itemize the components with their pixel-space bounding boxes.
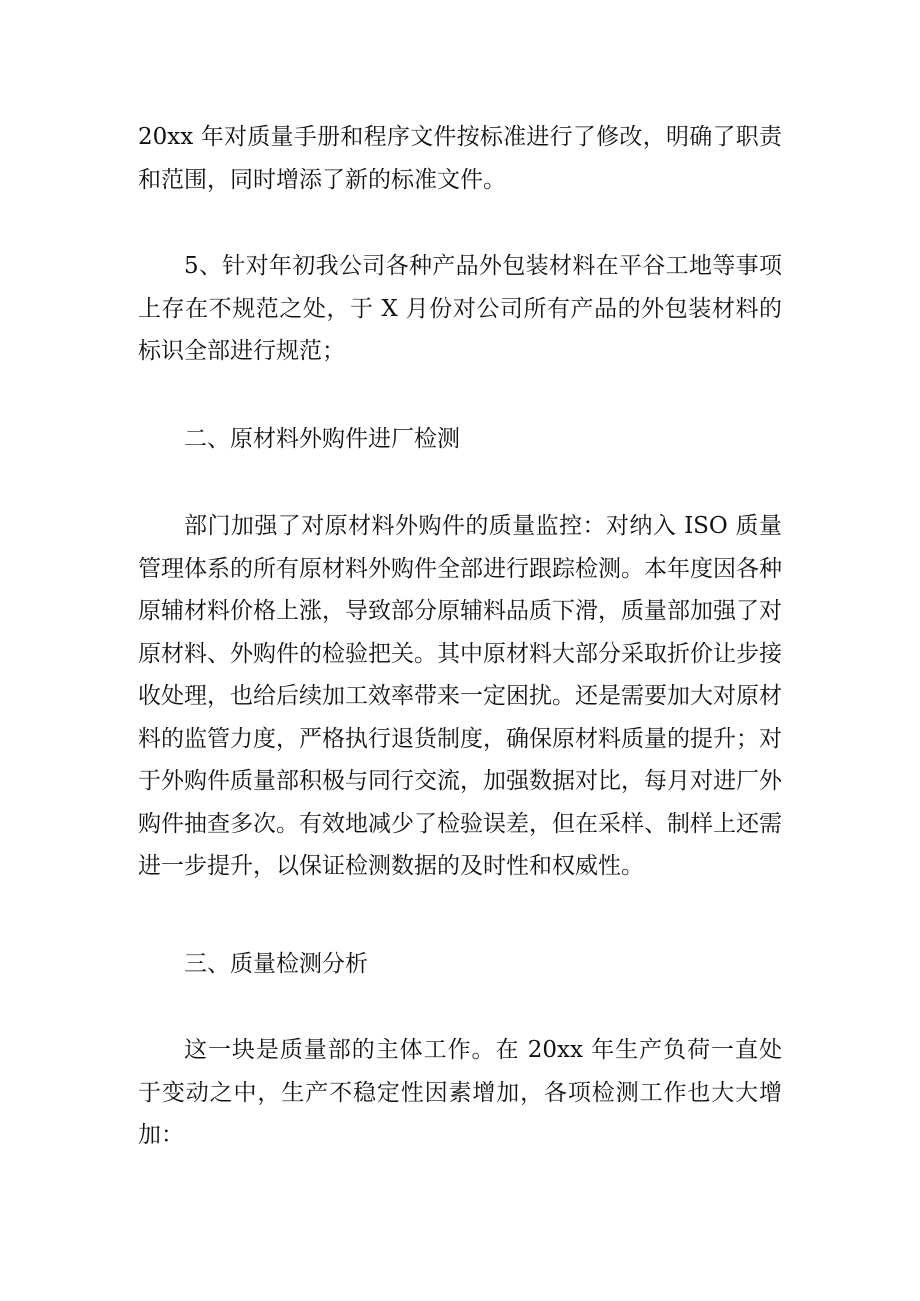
paragraph-packaging-standardization: 5、针对年初我公司各种产品外包装材料在平谷工地等事项上存在不规范之处，于 X 月份对公司所有产品的外包装材料的标识全部进行规范； — [138, 253, 782, 364]
paragraph-standards-revision: 20xx 年对质量手册和程序文件按标准进行了修改，明确了职责和范围，同时增添了新的标准文件。 — [138, 124, 782, 193]
paragraph-quality-analysis: 这一块是质量部的主体工作。在 20xx 年生产负荷一直处于变动之中，生产不稳定性因素增加，各项检测工作也大大增加： — [138, 1037, 782, 1148]
section-heading-raw-materials: 二、原材料外购件进厂检测 — [184, 426, 460, 452]
paragraph-raw-materials-inspection: 部门加强了对原材料外购件的质量监控：对纳入 ISO 质量管理体系的所有原材料外购件全部进行跟踪检测。本年度因各种原辅材料价格上涨，导致部分原辅料品质下滑，质量部加强了对原材料、外购件的检验把关。其中原材料大部分采取折价让步接收处理，也给后续加工效率带来一定困扰。还是需要加大对原材料的监管力度，严格执行退货制度，确保原材料质量的提升；对于外购件质量部积极与同行交流，加强数据对比，每月对进厂外购件抽查多次。有效地减少了检验误差，但在采样、制样上还需进一步提升，以保证检测数据的及时性和权威性。 — [138, 513, 782, 879]
section-heading-quality-analysis: 三、质量检测分析 — [184, 951, 368, 977]
